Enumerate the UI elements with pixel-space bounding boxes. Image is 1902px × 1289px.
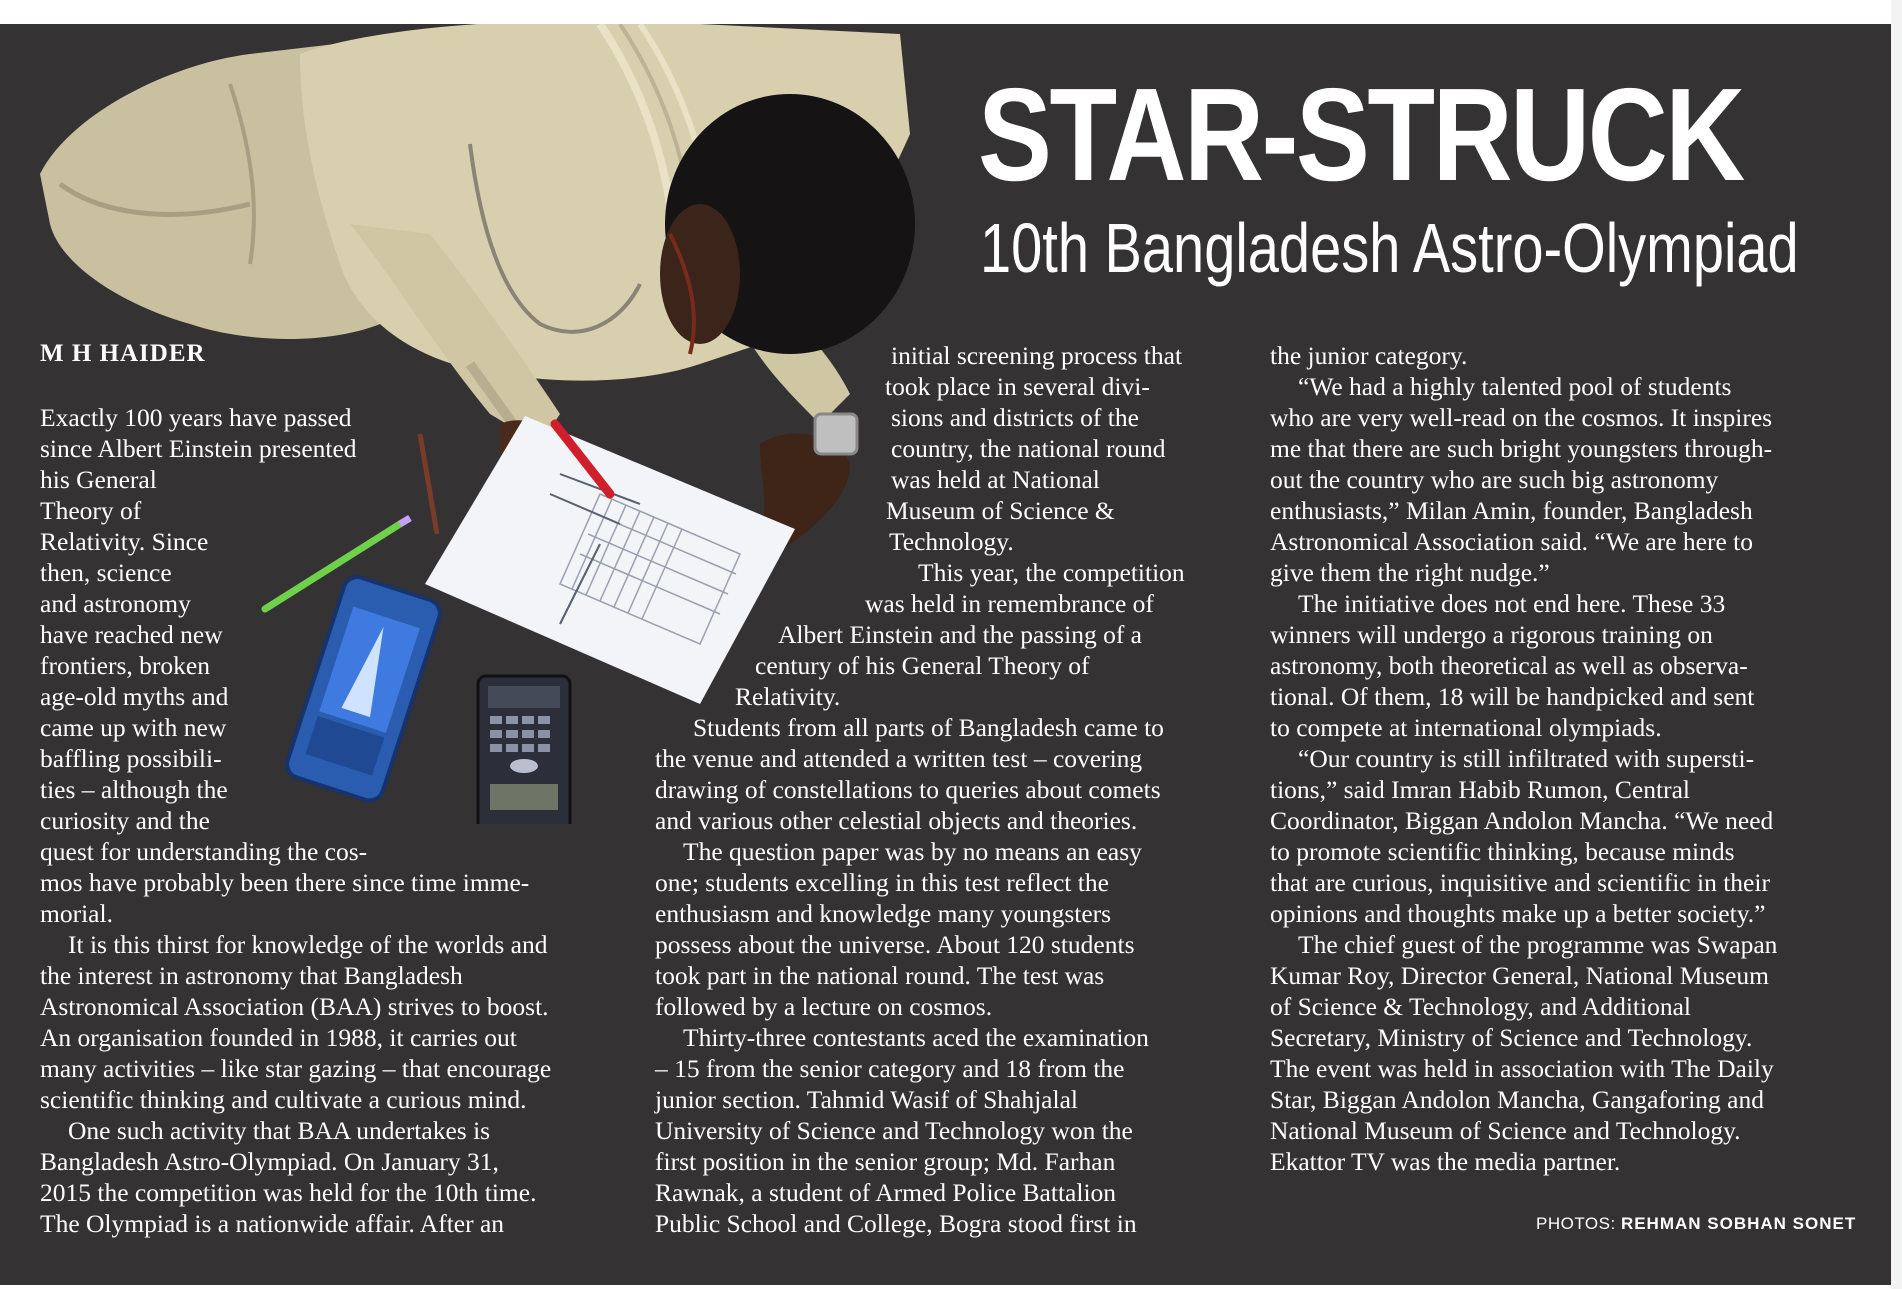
text-line: Astronomical Association said. “We are here to [1270,527,1754,556]
text-line: Rawnak, a student of Armed Police Battalion [655,1178,1117,1207]
text-line: was held at National [891,465,1100,494]
text-line: country, the national round [891,434,1166,463]
article-column-1 [40,402,551,1239]
article-column-3 [1270,340,1777,1177]
text-line: “We had a highly talented pool of students [1298,372,1732,401]
text-line: came up with new [40,713,227,742]
text-line: give them the right nudge.” [1270,558,1550,587]
text-line: then, science [40,558,172,587]
subheadline: 10th Bangladesh Astro-Olympiad [980,209,1799,287]
text-line: frontiers, broken [40,651,210,680]
text-line: ties – although the [40,775,228,804]
text-line: Students from all parts of Bangladesh came to [693,713,1164,742]
text-line: to promote scientific thinking, because minds [1270,837,1735,866]
text-line: winners will undergo a rigorous training on [1270,620,1713,649]
text-line: mos have probably been there since time imme- [40,868,530,897]
text-line: possess about the universe. About 120 students [655,930,1135,959]
text-line: Ekattor TV was the media partner. [1270,1147,1621,1176]
text-line: Technology. [889,527,1014,556]
text-line: century of his General Theory of [755,651,1090,680]
text-line: Museum of Science & [886,496,1115,525]
text-line: took part in the national round. The test was [655,961,1105,990]
text-line: National Museum of Science and Technology. [1270,1116,1741,1145]
text-line: quest for understanding the cos- [40,837,368,866]
article-column-2 [655,340,1185,1239]
text-line: It is this thirst for knowledge of the worlds and [68,930,548,959]
text-line: his General [40,465,157,494]
text-line: The question paper was by no means an easy [683,837,1142,866]
text-line: One such activity that BAA undertakes is [68,1116,491,1145]
text-line: drawing of constellations to queries about comets [655,775,1161,804]
text-line: junior section. Tahmid Wasif of Shahjalal [655,1085,1078,1114]
text-line: – 15 from the senior category and 18 from the [655,1054,1125,1083]
text-line: “Our country is still infiltrated with supersti- [1298,744,1755,773]
text-line: An organisation founded in 1988, it carries out [40,1023,517,1052]
text-line: took place in several divi- [885,372,1150,401]
text-line: Public School and College, Bogra stood first in [655,1209,1137,1238]
text-line: scientific thinking and cultivate a curious mind. [40,1085,527,1114]
text-line: sions and districts of the [891,403,1139,432]
headline: STAR-STRUCK [978,61,1743,208]
text-line: enthusiasm and knowledge many youngsters [655,899,1112,928]
text-line: who are very well-read on the cosmos. It inspires [1270,403,1773,432]
text-line: opinions and thoughts make up a better society.” [1270,899,1766,928]
text-line: initial screening process that [891,341,1183,370]
text-line: Relativity. [735,682,841,711]
text-line: morial. [40,899,113,928]
text-line: first position in the senior group; Md. Farhan [655,1147,1116,1176]
text-line: Albert Einstein and the passing of a [778,620,1142,649]
text-line: The Olympiad is a nationwide affair. After an [40,1209,505,1238]
text-line: since Albert Einstein presented [40,434,357,463]
text-line: Star, Biggan Andolon Mancha, Gangaforing and [1270,1085,1765,1114]
text-line: Secretary, Ministry of Science and Technology. [1270,1023,1753,1052]
text-line: me that there are such bright youngsters through- [1270,434,1773,463]
text-line: The event was held in association with The Daily [1270,1054,1774,1083]
text-line: that are curious, inquisitive and scientific in their [1270,868,1770,897]
text-line: The initiative does not end here. These 33 [1298,589,1726,618]
text-line: age-old myths and [40,682,229,711]
text-line: This year, the competition [918,558,1185,587]
text-line: baffling possibili- [40,744,222,773]
text-line: astronomy, both theoretical as well as observa- [1270,651,1748,680]
text-line: the interest in astronomy that Bangladesh [40,961,463,990]
header-snippet [1560,0,1760,8]
text-line: enthusiasts,” Milan Amin, founder, Bangladesh [1270,496,1753,525]
text-line: out the country who are such big astronomy [1270,465,1719,494]
photo-credit [1536,1214,1856,1234]
text-line: one; students excelling in this test reflect the [655,868,1109,897]
text-line: followed by a lecture on cosmos. [655,992,993,1021]
text-line: to compete at international olympiads. [1270,713,1662,742]
text-line: University of Science and Technology won the [655,1116,1133,1145]
text-line: was held in remembrance of [865,589,1154,618]
text-line: Relativity. Since [40,527,209,556]
text-line: tional. Of them, 18 will be handpicked and sent [1270,682,1755,711]
photo-credit-label: PHOTOS: [1536,1214,1616,1233]
text-line: many activities – like star gazing – that encourage [40,1054,552,1083]
page-edge [1891,0,1902,1289]
text-line: have reached new [40,620,223,649]
photo-credit-name: REHMAN SOBHAN SONET [1620,1214,1857,1233]
text-line: Bangladesh Astro-Olympiad. On January 31, [40,1147,499,1176]
text-line: Astronomical Association (BAA) strives to boost. [40,992,549,1021]
text-line: and astronomy [40,589,191,618]
text-line: The chief guest of the programme was Swapan [1298,930,1778,959]
text-line: Exactly 100 years have passed [40,403,352,432]
text-line: Theory of [40,496,142,525]
text-line: of Science & Technology, and Additional [1270,992,1691,1021]
text-line: and various other celestial objects and theories. [655,806,1138,835]
text-line: Coordinator, Biggan Andolon Mancha. “We need [1270,806,1774,835]
byline: M H HAIDER [40,340,206,367]
text-line: tions,” said Imran Habib Rumon, Central [1270,775,1690,804]
text-line: Kumar Roy, Director General, National Museum [1270,961,1769,990]
text-line: the junior category. [1270,341,1468,370]
text-line: the venue and attended a written test – covering [655,744,1143,773]
text-line: Thirty-three contestants aced the examination [683,1023,1149,1052]
text-line: curiosity and the [40,806,210,835]
text-line: 2015 the competition was held for the 10th time. [40,1178,537,1207]
